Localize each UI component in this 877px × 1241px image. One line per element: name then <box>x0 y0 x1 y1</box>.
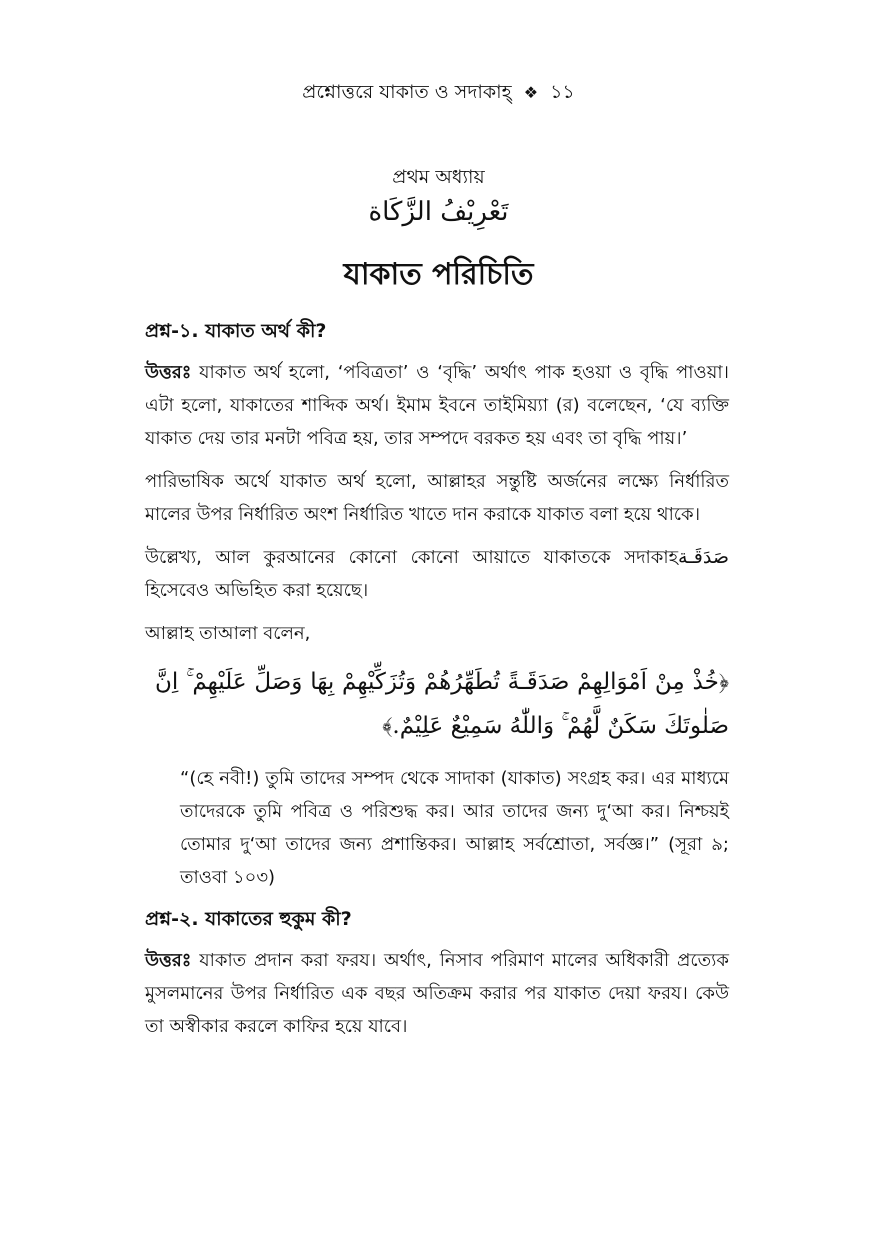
page-content <box>145 316 729 1053</box>
running-header <box>0 78 877 110</box>
note-paragraph <box>145 541 729 607</box>
answer-text: যাকাত অর্থ হলো, ‘পবিত্রতা’ ও ‘বৃদ্ধি’ অর্থাৎ পাক হওয়া ও বৃদ্ধি পাওয়া। এটা হলো, যাকাতের শাব্দিক অর্থ। ইমাম ইবনে তাইমিয়্যা (র) বলেছেন, ‘যে ব্যক্তি যাকাত দেয় তার মনটা পবিত্র হয়, তার সম্পদে বরকত হয় এবং তা বৃদ্ধি পায়।’ <box>145 362 729 449</box>
chapter-label: প্রথম অধ্যায় <box>392 166 485 188</box>
answer-paragraph <box>145 356 729 455</box>
answer-paragraph <box>145 944 729 1043</box>
quran-verse: ﴿خُذْ مِنْ اَمْوَالِهِمْ صَدَقَـةً تُطَهِّرُهُمْ وَتُزَكِّيْهِمْ بِهَا وَصَلِّ عَلَيْهِمْ ۚ اِنَّ صَلٰوتَكَ سَكَنٌ لَّهُمْ ۚ وَاللّٰهُ سَمِيْعٌ عَلِيْمٌ.﴾ <box>155 669 729 739</box>
definition-paragraph: পারিভাষিক অর্থে যাকাত অর্থ হলো, আল্লাহর সন্তুষ্টি অর্জনের লক্ষ্যে নির্ধারিত মালের উপর নির্ধারিত অংশ নির্ধারিত খাতে দান করাকে যাকাত বলা হয়ে থাকে। <box>145 471 729 525</box>
chapter-title: যাকাত পরিচিতি <box>343 257 534 292</box>
arabic-inline-word: صَدَقَـة <box>678 546 729 568</box>
answer-label: উত্তরঃ <box>145 362 192 383</box>
arabic-chapter-title: تَعْرِيْفُ الزَّكَاة <box>368 197 509 227</box>
note-text: উল্লেখ্য, আল কুরআনের কোনো কোনো আয়াতে যাকাতকে সদাকাহ হিসেবেও অভিহিত করা হয়েছে। <box>145 547 679 601</box>
page-number: ১১ <box>550 81 575 103</box>
running-title: প্রশ্নোত্তরে যাকাত ও সদাকাহ্ <box>302 81 512 103</box>
ornament-icon: ❖ <box>523 83 539 102</box>
question-heading: প্রশ্ন-২. যাকাতের হুকুম কী? <box>145 908 352 930</box>
answer-text: যাকাত প্রদান করা ফরয। অর্থাৎ, নিসাব পরিমাণ মালের অধিকারী প্রত্যেক মুসলমানের উপর নির্ধারিত এক বছর অতিক্রম করার পর যাকাত দেয়া ফরয। কেউ তা অস্বীকার করলে কাফির হয়ে যাবে। <box>145 950 729 1037</box>
intro-line: আল্লাহ তাআলা বলেন, <box>145 623 311 644</box>
verse-translation: “(হে নবী!) তুমি তাদের সম্পদ থেকে সাদাকা (যাকাত) সংগ্রহ কর। এর মাধ্যমে তাদেরকে তুমি পবিত্র ও পরিশুদ্ধ কর। আর তাদের জন্য দু‘আ কর। নিশ্চয়ই তোমার দু‘আ তাদের জন্য প্রশান্তিকর। আল্লাহ সর্বশ্রোতা, সর্বজ্ঞ।” (সূরা ৯; তাওবা ১০৩) <box>180 768 729 888</box>
answer-label: উত্তরঃ <box>145 950 192 971</box>
question-heading: প্রশ্ন-১. যাকাত অর্থ কী? <box>145 320 327 342</box>
